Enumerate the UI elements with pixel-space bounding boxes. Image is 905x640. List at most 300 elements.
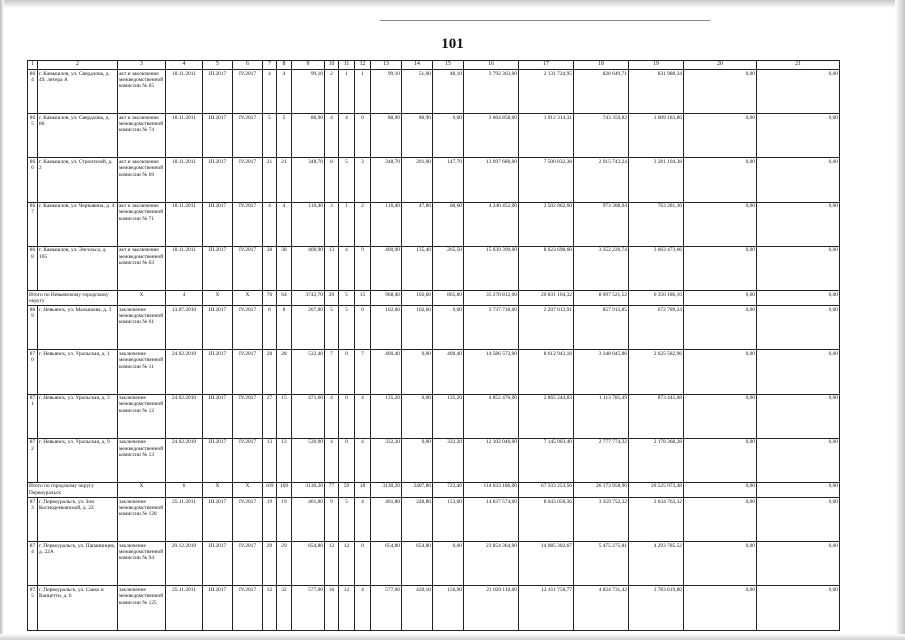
relocation-area-total: 348,70	[371, 158, 402, 202]
other-funds: 0,00	[757, 438, 840, 482]
other-funds: 0,00	[757, 158, 840, 202]
total-cost: 35 278 812,00	[464, 290, 519, 305]
other-funds: 0,00	[757, 246, 840, 290]
residents-relocated: 4	[277, 202, 292, 246]
fund-contribution: 20 831 104,32	[519, 290, 574, 305]
residents-relocated: 21	[277, 158, 292, 202]
premises-private: 9	[355, 246, 371, 290]
row-number: 866	[28, 158, 38, 202]
column-number: 14	[402, 61, 433, 70]
register-body	[28, 61, 840, 631]
relocation-area-total: 968,40	[371, 290, 402, 305]
document: заключение межведомственной комиссии № 125	[118, 586, 166, 630]
relocation-area-total: 99,10	[371, 70, 402, 114]
planned-quarter-start: III.2017	[203, 542, 233, 586]
table-row	[28, 202, 840, 246]
document-date: 18.11.2011	[166, 114, 203, 158]
total-area: 348,70	[292, 158, 325, 202]
premises-private: 7	[355, 350, 371, 394]
x-mark: X	[203, 482, 233, 497]
premises-private: 1	[355, 70, 371, 114]
column-number: 21	[757, 61, 840, 70]
local-budget: 2 625 582,96	[629, 350, 684, 394]
houses-count: 6	[166, 482, 203, 497]
relocation-area-total: 577,00	[371, 586, 402, 630]
relocation-area-total: 102,60	[371, 306, 402, 350]
other-funds: 0,00	[757, 306, 840, 350]
column-number: 11	[339, 61, 355, 70]
residents-relocated: 28	[277, 350, 292, 394]
residents-count: 38	[263, 246, 277, 290]
regional-budget: 857 915,85	[574, 306, 629, 350]
total-cost: 3 664 858,00	[464, 114, 519, 158]
table-row	[28, 158, 840, 202]
premises-total: 8	[325, 158, 339, 202]
premises-municipal: 4	[339, 114, 355, 158]
fund-contribution: 8 623 698,60	[519, 246, 574, 290]
total-cost: 4 852 476,00	[464, 394, 519, 438]
total-cost: 15 639 399,00	[464, 246, 519, 290]
regional-budget: 2 777 774,32	[574, 438, 629, 482]
address: г. Первоуральск, ул. Папанинцев, д. 22А	[38, 542, 118, 586]
premises-total: 4	[325, 114, 339, 158]
extra-funds: 0,00	[684, 498, 757, 542]
relocation-area-total: 400,90	[371, 246, 402, 290]
premises-total: 9	[325, 498, 339, 542]
total-area: 577,00	[292, 586, 325, 630]
document: акт и заключение межведомственной комиссии № 65	[118, 70, 166, 114]
relocation-area-total: 3130,20	[371, 482, 402, 497]
column-number: 16	[464, 61, 519, 70]
total-cost: 23 854 364,00	[464, 542, 519, 586]
residents-count: 5	[263, 114, 277, 158]
relocation-area-private: 135,20	[433, 394, 464, 438]
premises-private: 4	[355, 394, 371, 438]
fund-contribution: 8 643 058,36	[519, 498, 574, 542]
planned-quarter-start: III.2017	[203, 158, 233, 202]
row-number: 864	[28, 70, 38, 114]
total-cost: 14 637 574,00	[464, 498, 519, 542]
scan-edge-left	[0, 0, 4, 640]
relocation-area-municipal: 51,00	[402, 70, 433, 114]
other-funds: 0,00	[757, 586, 840, 630]
premises-private: 0	[355, 114, 371, 158]
column-number: 8	[277, 61, 292, 70]
total-cost: 13 697 680,00	[464, 158, 519, 202]
document: заключение межведомственной комиссии № 94	[118, 542, 166, 586]
document-date: 18.11.2011	[166, 246, 203, 290]
extra-funds: 0,00	[684, 202, 757, 246]
local-budget: 4 293 785,52	[629, 542, 684, 586]
regional-budget: 2 915 743,24	[574, 158, 629, 202]
scan-edge-bottom	[0, 634, 905, 640]
premises-municipal: 5	[339, 306, 355, 350]
relocation-area-municipal: 2407,80	[402, 482, 433, 497]
residents-count: 28	[263, 350, 277, 394]
total-cost: 4 240 452,00	[464, 202, 519, 246]
subtotal-label: Итого по городскому округу Первоуральск	[28, 482, 118, 497]
residents-relocated: 4	[277, 70, 292, 114]
table-row	[28, 498, 840, 542]
premises-total: 12	[325, 542, 339, 586]
table-row	[28, 350, 840, 394]
column-number: 6	[233, 61, 263, 70]
premises-total: 7	[325, 350, 339, 394]
relocation-area-municipal: 102,60	[402, 290, 433, 305]
relocation-area-total: 654,80	[371, 542, 402, 586]
premises-municipal: 1	[339, 70, 355, 114]
relocation-area-private: 722,40	[433, 482, 464, 497]
total-area: 530,90	[292, 438, 325, 482]
residents-count: 4	[263, 202, 277, 246]
relocation-area-total: 88,90	[371, 114, 402, 158]
document-date: 13.07.2010	[166, 306, 203, 350]
local-budget: 6 350 186,16	[629, 290, 684, 305]
document-date: 25.11.2011	[166, 586, 203, 630]
planned-quarter-end: IV.2017	[233, 202, 263, 246]
address: г. Невьянск, ул. Малышева, д. 3	[38, 306, 118, 350]
other-funds: 0,00	[757, 202, 840, 246]
fund-contribution: 7 500 832,38	[519, 158, 574, 202]
premises-total: 20	[325, 290, 339, 305]
extra-funds: 0,00	[684, 158, 757, 202]
document-date: 18.11.2011	[166, 70, 203, 114]
relocation-area-private: 68,60	[433, 202, 464, 246]
planned-quarter-start: III.2017	[203, 394, 233, 438]
planned-quarter-start: III.2017	[203, 306, 233, 350]
relocation-area-private: 265,50	[433, 246, 464, 290]
regional-budget: 3 348 045,86	[574, 350, 629, 394]
planned-quarter-end: IV.2017	[233, 498, 263, 542]
relocation-area-municipal: 0,00	[402, 350, 433, 394]
residents-relocated: 64	[277, 290, 292, 305]
total-area: 116,40	[292, 202, 325, 246]
local-budget: 3 783 619,80	[629, 586, 684, 630]
local-budget: 2 634 763,32	[629, 498, 684, 542]
row-number: 871	[28, 394, 38, 438]
column-number: 13	[371, 61, 402, 70]
address: г. Невьянск, ул. Уральская, д. 3	[38, 394, 118, 438]
document: заключение межведомственной комиссии № 128	[118, 498, 166, 542]
local-budget: 831 988,34	[629, 70, 684, 114]
relocation-area-municipal: 201,00	[402, 158, 433, 202]
residents-count: 4	[263, 70, 277, 114]
column-number: 10	[325, 61, 339, 70]
table-row	[28, 586, 840, 630]
address: г. Камышлов, ул. Строителей, д. 2	[38, 158, 118, 202]
relocation-area-municipal: 654,80	[402, 542, 433, 586]
residents-relocated: 8	[277, 306, 292, 350]
scan-edge-right	[895, 0, 905, 640]
local-budget: 873 445,68	[629, 394, 684, 438]
planned-quarter-end: IV.2017	[233, 350, 263, 394]
table-row	[28, 70, 840, 114]
column-number: 19	[629, 61, 684, 70]
fund-contribution: 2 131 724,95	[519, 70, 574, 114]
address: г. Камышлов, ул. Свердлова, д. 86	[38, 114, 118, 158]
table-row	[28, 394, 840, 438]
residents-count: 8	[263, 306, 277, 350]
residents-relocated: 38	[277, 246, 292, 290]
planned-quarter-start: III.2017	[203, 246, 233, 290]
residents-relocated: 29	[277, 542, 292, 586]
local-budget: 763 281,36	[629, 202, 684, 246]
relocation-area-private: 48,10	[433, 70, 464, 114]
document-date: 24.02.2010	[166, 394, 203, 438]
premises-municipal: 5	[339, 498, 355, 542]
document-date: 18.11.2011	[166, 158, 203, 202]
residents-count: 21	[263, 158, 277, 202]
residents-count: 27	[263, 394, 277, 438]
total-cost: 3 737 718,00	[464, 306, 519, 350]
planned-quarter-end: IV.2017	[233, 394, 263, 438]
column-number: 17	[519, 61, 574, 70]
residents-count: 13	[263, 438, 277, 482]
row-number: 874	[28, 542, 38, 586]
regional-budget: 828 649,71	[574, 70, 629, 114]
row-number: 868	[28, 246, 38, 290]
fund-contribution: 2 865 244,83	[519, 394, 574, 438]
fund-contribution: 2 207 012,91	[519, 306, 574, 350]
subtotal-row	[28, 482, 840, 497]
regional-budget: 973 308,04	[574, 202, 629, 246]
planned-quarter-end: IV.2017	[233, 306, 263, 350]
residents-relocated: 13	[277, 438, 292, 482]
document-date: 29.12.2010	[166, 542, 203, 586]
extra-funds: 0,00	[684, 394, 757, 438]
relocation-area-private: 156,90	[433, 586, 464, 630]
address: г. Камышлов, ул. Чернавина, д. 4	[38, 202, 118, 246]
premises-private: 4	[355, 438, 371, 482]
premises-total: 5	[325, 306, 339, 350]
other-funds: 0,00	[757, 350, 840, 394]
column-number: 9	[292, 61, 325, 70]
local-budget: 672 789,24	[629, 306, 684, 350]
residents-relocated: 15	[277, 394, 292, 438]
regional-budget: 743 359,83	[574, 114, 629, 158]
relocation-area-private: 147,70	[433, 158, 464, 202]
extra-funds: 0,00	[684, 542, 757, 586]
planned-quarter-start: III.2017	[203, 70, 233, 114]
relocation-area-total: 116,40	[371, 202, 402, 246]
address: г. Первоуральск, ул. Сакко и Ванцетти, д. 6	[38, 586, 118, 630]
relocation-area-municipal: 135,40	[402, 246, 433, 290]
total-area: 471,60	[292, 394, 325, 438]
row-number: 873	[28, 498, 38, 542]
column-number: 1	[28, 61, 38, 70]
column-number: 20	[684, 61, 757, 70]
table-row	[28, 438, 840, 482]
premises-total: 3	[325, 202, 339, 246]
premises-private: 3	[355, 158, 371, 202]
planned-quarter-start: III.2017	[203, 202, 233, 246]
premises-municipal: 4	[339, 246, 355, 290]
premises-total: 2	[325, 70, 339, 114]
document: заключение межведомственной комиссии № 13	[118, 438, 166, 482]
premises-municipal: 0	[339, 438, 355, 482]
local-budget: 3 663 473,66	[629, 246, 684, 290]
planned-quarter-start: III.2017	[203, 586, 233, 630]
planned-quarter-end: IV.2017	[233, 542, 263, 586]
regional-budget: 5 475 275,81	[574, 542, 629, 586]
other-funds: 0,00	[757, 482, 840, 497]
premises-total: 4	[325, 394, 339, 438]
top-rule	[380, 20, 710, 21]
column-number: 4	[166, 61, 203, 70]
premises-private: 18	[355, 482, 371, 497]
extra-funds: 0,00	[684, 586, 757, 630]
premises-municipal: 12	[339, 542, 355, 586]
document: заключение межведомственной комиссии № 12	[118, 394, 166, 438]
relocation-area-private: 153,00	[433, 498, 464, 542]
other-funds: 0,00	[757, 290, 840, 305]
fund-contribution: 1 912 314,31	[519, 114, 574, 158]
premises-private: 2	[355, 202, 371, 246]
total-area: 532,40	[292, 350, 325, 394]
column-number-row	[28, 61, 840, 70]
total-cost: 3 792 363,00	[464, 70, 519, 114]
x-mark: X	[118, 290, 166, 305]
subtotal-row	[28, 290, 840, 305]
regional-budget: 26 173 958,96	[574, 482, 629, 497]
total-cost: 14 586 572,00	[464, 350, 519, 394]
table-row	[28, 114, 840, 158]
relocation-area-municipal: 0,00	[402, 394, 433, 438]
premises-municipal: 5	[339, 290, 355, 305]
planned-quarter-start: III.2017	[203, 498, 233, 542]
total-area: 3130,20	[292, 482, 325, 497]
document: акт и заключение межведомственной комиссии № 63	[118, 246, 166, 290]
premises-private: 4	[355, 498, 371, 542]
residents-count: 19	[263, 498, 277, 542]
total-area: 88,90	[292, 114, 325, 158]
relocation-area-private: 0,00	[433, 306, 464, 350]
total-cost: 114 033 186,00	[464, 482, 519, 497]
premises-total: 13	[325, 246, 339, 290]
planned-quarter-end: IV.2017	[233, 70, 263, 114]
relocation-area-municipal: 248,80	[402, 498, 433, 542]
x-mark: X	[233, 482, 263, 497]
local-budget: 1 009 183,86	[629, 114, 684, 158]
scan-edge-top	[0, 0, 905, 8]
residents-count: 32	[263, 586, 277, 630]
fund-contribution: 8 612 943,18	[519, 350, 574, 394]
premises-private: 15	[355, 290, 371, 305]
column-number: 7	[263, 61, 277, 70]
relocation-area-private: 0,00	[433, 114, 464, 158]
table-row	[28, 306, 840, 350]
extra-funds: 0,00	[684, 482, 757, 497]
fund-contribution: 67 333 253,56	[519, 482, 574, 497]
premises-total: 16	[325, 586, 339, 630]
total-cost: 21 020 110,00	[464, 586, 519, 630]
address: г. Камышлов, ул. Энгельса, д. 165	[38, 246, 118, 290]
premises-private: 4	[355, 586, 371, 630]
local-budget: 2 178 368,28	[629, 438, 684, 482]
premises-total: 77	[325, 482, 339, 497]
address: г. Первоуральск, ул. Зои Космодемьянской, д. 22	[38, 498, 118, 542]
relocation-area-total: 400,40	[371, 350, 402, 394]
document-date: 18.11.2011	[166, 202, 203, 246]
fund-contribution: 14 085 302,67	[519, 542, 574, 586]
other-funds: 0,00	[757, 498, 840, 542]
relocation-area-private: 865,80	[433, 290, 464, 305]
houses-count: 4	[166, 290, 203, 305]
total-area: 207,80	[292, 306, 325, 350]
relocation-area-private: 400,40	[433, 350, 464, 394]
address: г. Невьянск, ул. Уральская, д. 1	[38, 350, 118, 394]
other-funds: 0,00	[757, 394, 840, 438]
x-mark: X	[233, 290, 263, 305]
other-funds: 0,00	[757, 70, 840, 114]
column-number: 12	[355, 61, 371, 70]
residents-count: 76	[263, 290, 277, 305]
relocation-area-municipal: 0,00	[402, 438, 433, 482]
residents-relocated: 32	[277, 586, 292, 630]
row-number: 870	[28, 350, 38, 394]
relocation-area-private: 0,00	[433, 542, 464, 586]
fund-contribution: 12 411 758,77	[519, 586, 574, 630]
other-funds: 0,00	[757, 542, 840, 586]
row-number: 872	[28, 438, 38, 482]
total-area: 99,10	[292, 70, 325, 114]
document: заключение межведомственной комиссии № 61	[118, 306, 166, 350]
relocation-area-private: 332,20	[433, 438, 464, 482]
x-mark: X	[118, 482, 166, 497]
planned-quarter-end: IV.2017	[233, 438, 263, 482]
local-budget: 3 281 104,38	[629, 158, 684, 202]
extra-funds: 0,00	[684, 246, 757, 290]
address: г. Невьянск, ул. Уральская, д. 9	[38, 438, 118, 482]
planned-quarter-end: IV.2017	[233, 586, 263, 630]
regional-budget: 3 352 226,74	[574, 246, 629, 290]
planned-quarter-end: IV.2017	[233, 158, 263, 202]
relocation-area-total: 332,20	[371, 438, 402, 482]
total-area: 400,90	[292, 246, 325, 290]
premises-total: 4	[325, 438, 339, 482]
relocation-area-municipal: 47,80	[402, 202, 433, 246]
page-number: 101	[441, 36, 464, 52]
document-date: 24.02.2010	[166, 350, 203, 394]
table-row	[28, 542, 840, 586]
relocation-area-municipal: 102,60	[402, 306, 433, 350]
row-number: 875	[28, 586, 38, 630]
local-budget: 20 525 973,48	[629, 482, 684, 497]
extra-funds: 0,00	[684, 290, 757, 305]
total-area: 401,80	[292, 498, 325, 542]
row-number: 869	[28, 306, 38, 350]
extra-funds: 0,00	[684, 306, 757, 350]
total-area: 654,80	[292, 542, 325, 586]
address: г. Камышлов, ул. Свердлова, д. 49, литера А	[38, 70, 118, 114]
housing-register-table	[27, 60, 840, 631]
premises-private: 0	[355, 542, 371, 586]
column-number: 3	[118, 61, 166, 70]
premises-municipal: 0	[339, 350, 355, 394]
premises-private: 0	[355, 306, 371, 350]
total-cost: 12 102 046,00	[464, 438, 519, 482]
extra-funds: 0,00	[684, 350, 757, 394]
premises-municipal: 0	[339, 394, 355, 438]
column-number: 5	[203, 61, 233, 70]
document: акт и заключение межведомственной комиссии № 71	[118, 202, 166, 246]
regional-budget: 3 359 752,32	[574, 498, 629, 542]
premises-municipal: 5	[339, 158, 355, 202]
relocation-area-total: 135,20	[371, 394, 402, 438]
relocation-area-municipal: 420,10	[402, 586, 433, 630]
planned-quarter-start: III.2017	[203, 350, 233, 394]
row-number: 865	[28, 114, 38, 158]
